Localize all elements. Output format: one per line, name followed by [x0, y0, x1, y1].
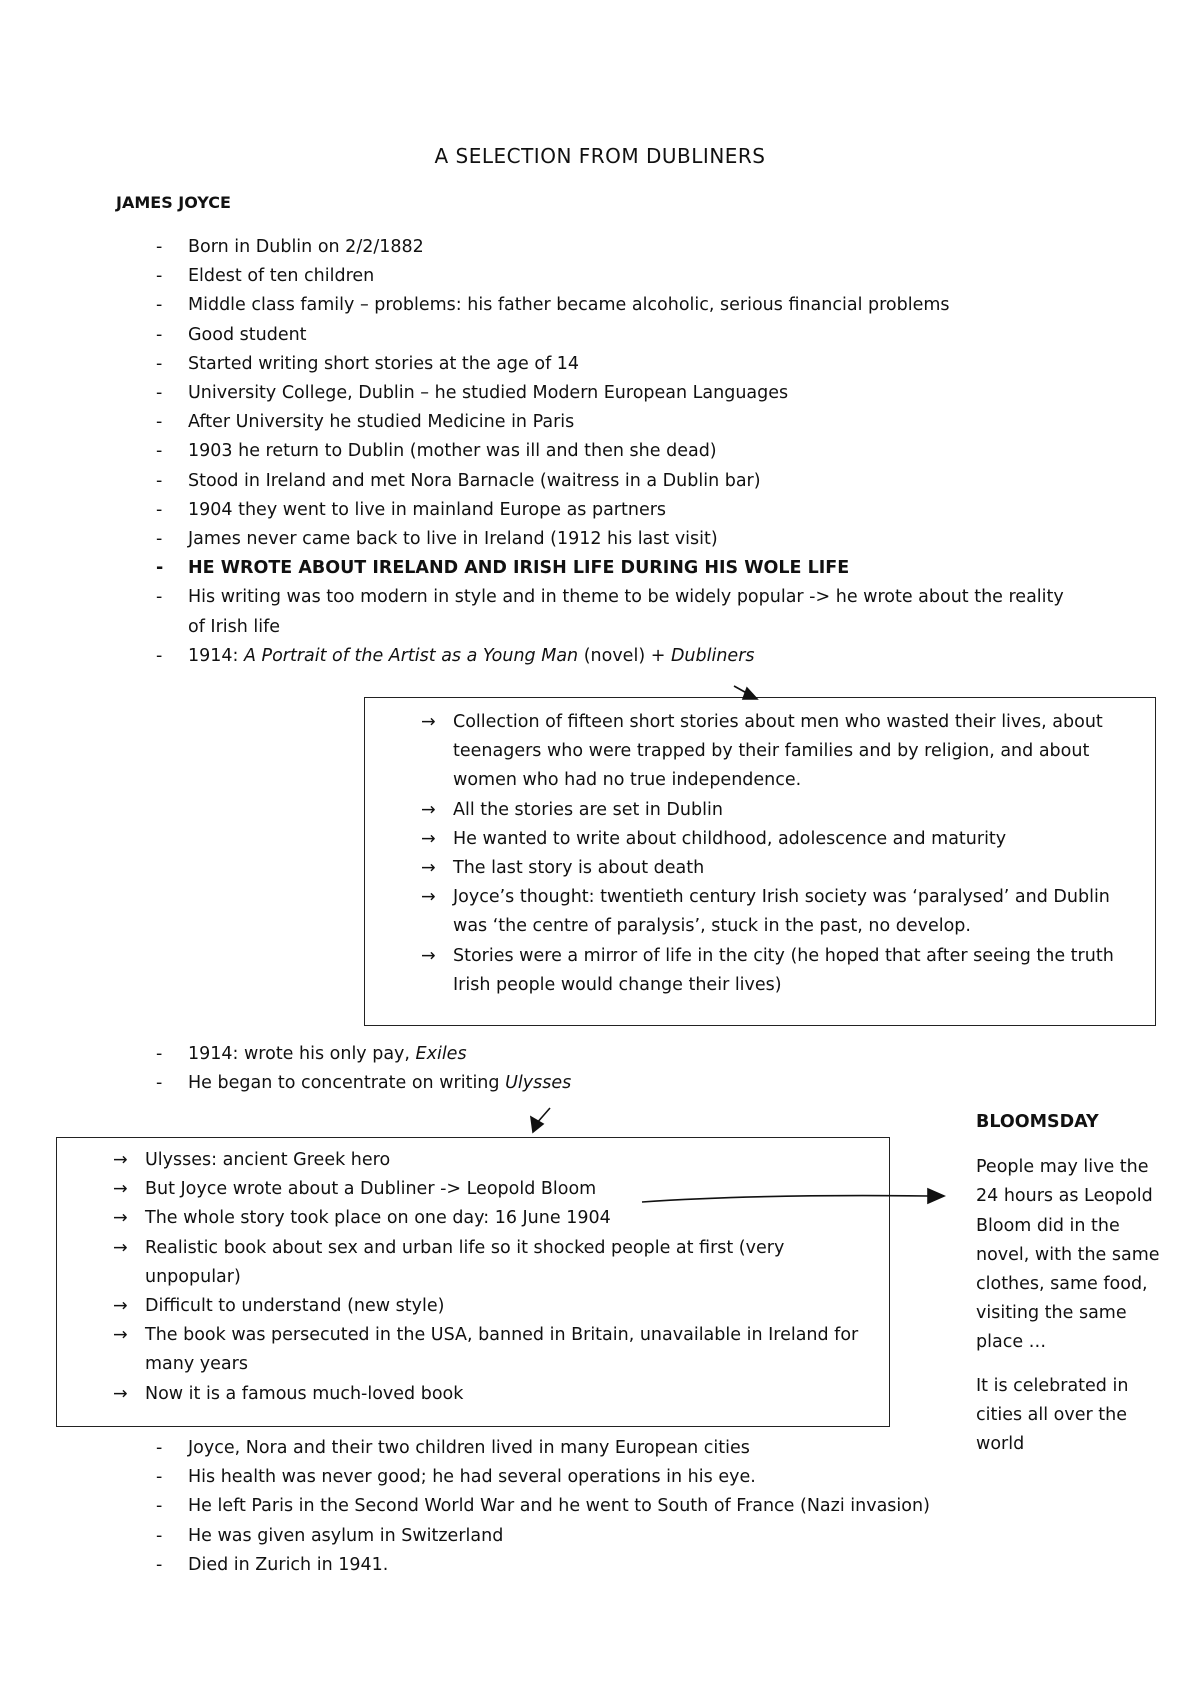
list-item: - Eldest of ten children [150, 262, 1064, 291]
section-heading-james-joyce: JAMES JOYCE [116, 193, 231, 212]
list-item: - Joyce, Nora and their two children lived in many European cities [150, 1434, 930, 1463]
list-item [105, 1146, 869, 1175]
bloomsday-note [976, 1108, 1166, 1473]
list-item-line: - His writing was too modern in style and in theme to be widely popular -> he wrote about the reality [188, 587, 1064, 608]
list-item-text: All the stories are set in Dublin [453, 799, 723, 820]
list-item: - 1904 they went to live in mainland Europe as partners [150, 496, 1064, 525]
list-item-text: He wanted to write about childhood, adolescence and maturity [453, 828, 1007, 849]
list-item: - Good student [150, 321, 1064, 350]
arrow-right-icon: → [113, 1296, 128, 1317]
list-item: - James never came back to live in Ireland (1912 his last visit) [150, 525, 1064, 554]
bloomsday-paragraph: It is celebrated in cities all over the world [976, 1375, 1129, 1455]
book-title-exiles: Exiles [415, 1044, 467, 1064]
biography-list [150, 233, 1064, 671]
arrow-right-icon: → [113, 1208, 128, 1229]
arrow-right-icon: → [113, 1237, 128, 1258]
book-title-ulysses: Ulysses [505, 1073, 572, 1094]
list-item [105, 1321, 869, 1379]
list-item: - Started writing short stories at the age of 14 [150, 350, 1064, 379]
works-connector: (novel) + [578, 645, 671, 666]
list-item: - Died in Zurich in 1941. [150, 1551, 930, 1580]
works-year: 1914: [188, 645, 244, 666]
exiles-prefix: 1914: wrote his only pay, [188, 1044, 416, 1064]
bloomsday-paragraph: People may live the 24 hours as Leopold Bloom did in the novel, with the same clothes, same food, visiting the same place … [976, 1157, 1160, 1353]
list-item-exiles [150, 1040, 571, 1069]
list-item-text: Now it is a famous much-loved book [145, 1383, 464, 1404]
list-item-1914-works [150, 642, 1064, 671]
bloomsday-heading: BLOOMSDAY [976, 1112, 1099, 1132]
list-item: - University College, Dublin – he studied Modern European Languages [150, 379, 1064, 408]
dubliners-box [364, 697, 1156, 1026]
list-item [105, 1380, 869, 1409]
list-item-text: The whole story took place on one day: 16 June 1904 [145, 1208, 611, 1229]
list-item-text: Realistic book about sex and urban life so it shocked people at first (very unpopular) [145, 1237, 785, 1287]
list-item-text: The last story is about death [453, 858, 705, 879]
book-title-dubliners: Dubliners [670, 645, 755, 666]
list-item-text: Difficult to understand (new style) [145, 1296, 445, 1317]
arrow-right-icon: → [421, 887, 436, 908]
list-item-writing [150, 583, 1064, 641]
arrow-right-icon: → [113, 1383, 128, 1404]
list-item [413, 825, 1135, 854]
list-item: - After University he studied Medicine in Paris [150, 408, 1064, 437]
list-item-ulysses [150, 1069, 571, 1098]
arrow-right-icon: → [421, 712, 436, 732]
arrow-right-icon: → [421, 799, 436, 820]
list-item [413, 796, 1135, 825]
list-item-text: Ulysses: ancient Greek hero [145, 1150, 391, 1170]
biography-list-final [150, 1434, 930, 1580]
arrow-to-ulysses-box-icon [531, 1108, 550, 1132]
list-item [413, 854, 1135, 883]
arrow-right-icon: → [421, 828, 436, 849]
ulysses-box [56, 1137, 890, 1427]
list-item [105, 1292, 869, 1321]
list-item-text: Collection of fifteen short stories about men who wasted their lives, about teenagers who were trapped by their families and by religion, and about women who had no true independence. [453, 712, 1103, 791]
arrow-right-icon: → [113, 1325, 128, 1346]
list-item: - He left Paris in the Second World War and he went to South of France (Nazi invasion) [150, 1492, 930, 1521]
list-item-text: The book was persecuted in the USA, banned in Britain, unavailable in Ireland for many years [145, 1325, 859, 1375]
list-item: - 1903 he return to Dublin (mother was ill and then she dead) [150, 437, 1064, 466]
arrow-right-icon: → [421, 858, 436, 879]
book-title-portrait: A Portrait of the Artist as a Young Man [244, 645, 579, 666]
list-item-text: Joyce’s thought: twentieth century Irish society was ‘paralysed’ and Dublin was ‘the centre of paralysis’, stuck in the past, no develop. [453, 887, 1110, 937]
list-item-text: Stories were a mirror of life in the city (he hoped that after seeing the truth Irish people would change their lives) [453, 945, 1114, 995]
list-item-emphasis: - HE WROTE ABOUT IRELAND AND IRISH LIFE DURING HIS WOLE LIFE [150, 554, 1064, 583]
arrow-right-icon: → [421, 945, 436, 966]
list-item-line: of Irish life [188, 616, 281, 637]
list-item: - Born in Dublin on 2/2/1882 [150, 233, 1064, 262]
list-item: - He was given asylum in Switzerland [150, 1522, 930, 1551]
list-item: - Middle class family – problems: his father became alcoholic, serious financial problems [150, 291, 1064, 320]
ulysses-prefix: He began to concentrate on writing [188, 1073, 506, 1094]
biography-list-continued [150, 1040, 571, 1098]
page-title: A SELECTION FROM DUBLINERS [434, 144, 766, 168]
list-item: - His health was never good; he had several operations in his eye. [150, 1463, 930, 1492]
list-item-text: But Joyce wrote about a Dubliner -> Leopold Bloom [145, 1179, 597, 1200]
list-item [105, 1175, 869, 1204]
arrow-right-icon: → [113, 1179, 128, 1200]
list-item [105, 1234, 869, 1292]
list-item: - Stood in Ireland and met Nora Barnacle (waitress in a Dublin bar) [150, 467, 1064, 496]
list-item [413, 942, 1135, 1000]
list-item [413, 708, 1135, 796]
list-item [413, 883, 1135, 941]
arrow-right-icon: → [113, 1150, 128, 1170]
list-item [105, 1204, 869, 1233]
